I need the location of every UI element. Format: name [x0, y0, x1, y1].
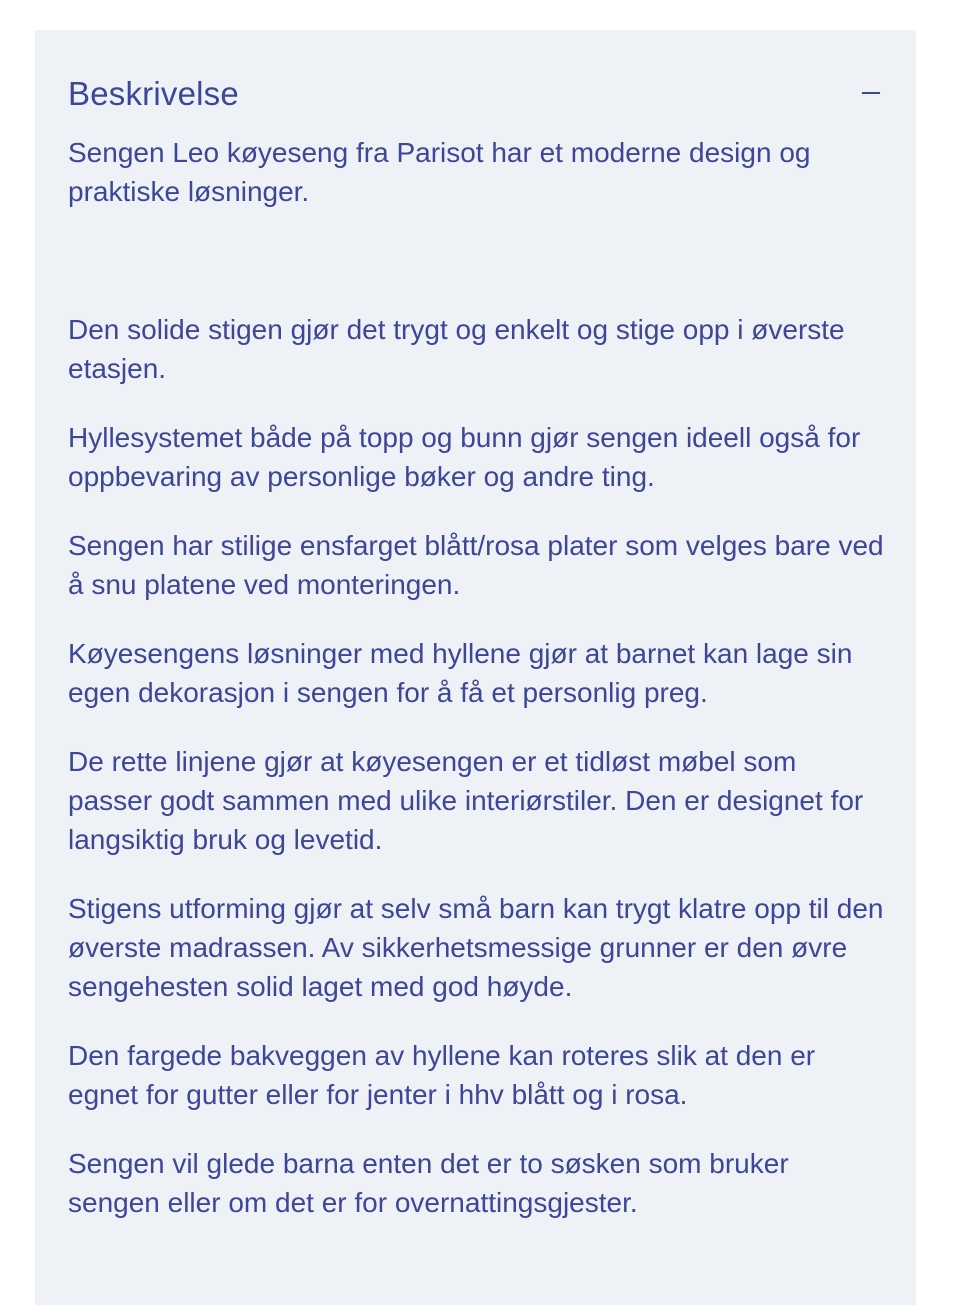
- description-paragraph: De rette linjene gjør at køyesengen er et tidløst møbel som passer godt sammen med ulike interiørstiler. Den er designet for langsiktig bruk og levetid.: [68, 746, 864, 855]
- section-title: Beskrivelse: [68, 75, 239, 112]
- description-paragraph: Sengen har stilige ensfarget blått/rosa plater som velges bare ved å snu platene ved monteringen.: [68, 530, 884, 600]
- collapse-button[interactable]: [859, 82, 883, 106]
- description-paragraph: Stigens utforming gjør at selv små barn kan trygt klatre opp til den øverste madrassen. Av sikkerhetsmessige grunner er den øvre sengehesten solid laget med god høyde.: [68, 893, 884, 1002]
- description-paragraph: Sengen vil glede barna enten det er to søsken som bruker sengen eller om det er for overnattingsgjester.: [68, 1148, 789, 1218]
- description-header[interactable]: [68, 72, 883, 116]
- description-paragraph: Den fargede bakveggen av hyllene kan roteres slik at den er egnet for gutter eller for jenter i hhv blått og i rosa.: [68, 1040, 816, 1110]
- minus-icon: [862, 92, 880, 94]
- description-paragraph: Køyesengens løsninger med hyllene gjør at barnet kan lage sin egen dekorasjon i sengen for å få et personlig preg.: [68, 638, 853, 708]
- description-panel: [35, 30, 916, 1305]
- description-paragraph: Sengen Leo køyeseng fra Parisot har et moderne design og praktiske løsninger.: [68, 137, 811, 207]
- description-paragraph: Den solide stigen gjør det trygt og enkelt og stige opp i øverste etasjen.: [68, 314, 845, 384]
- description-paragraph: Hyllesystemet både på topp og bunn gjør sengen ideell også for oppbevaring av personlige bøker og andre ting.: [68, 422, 861, 492]
